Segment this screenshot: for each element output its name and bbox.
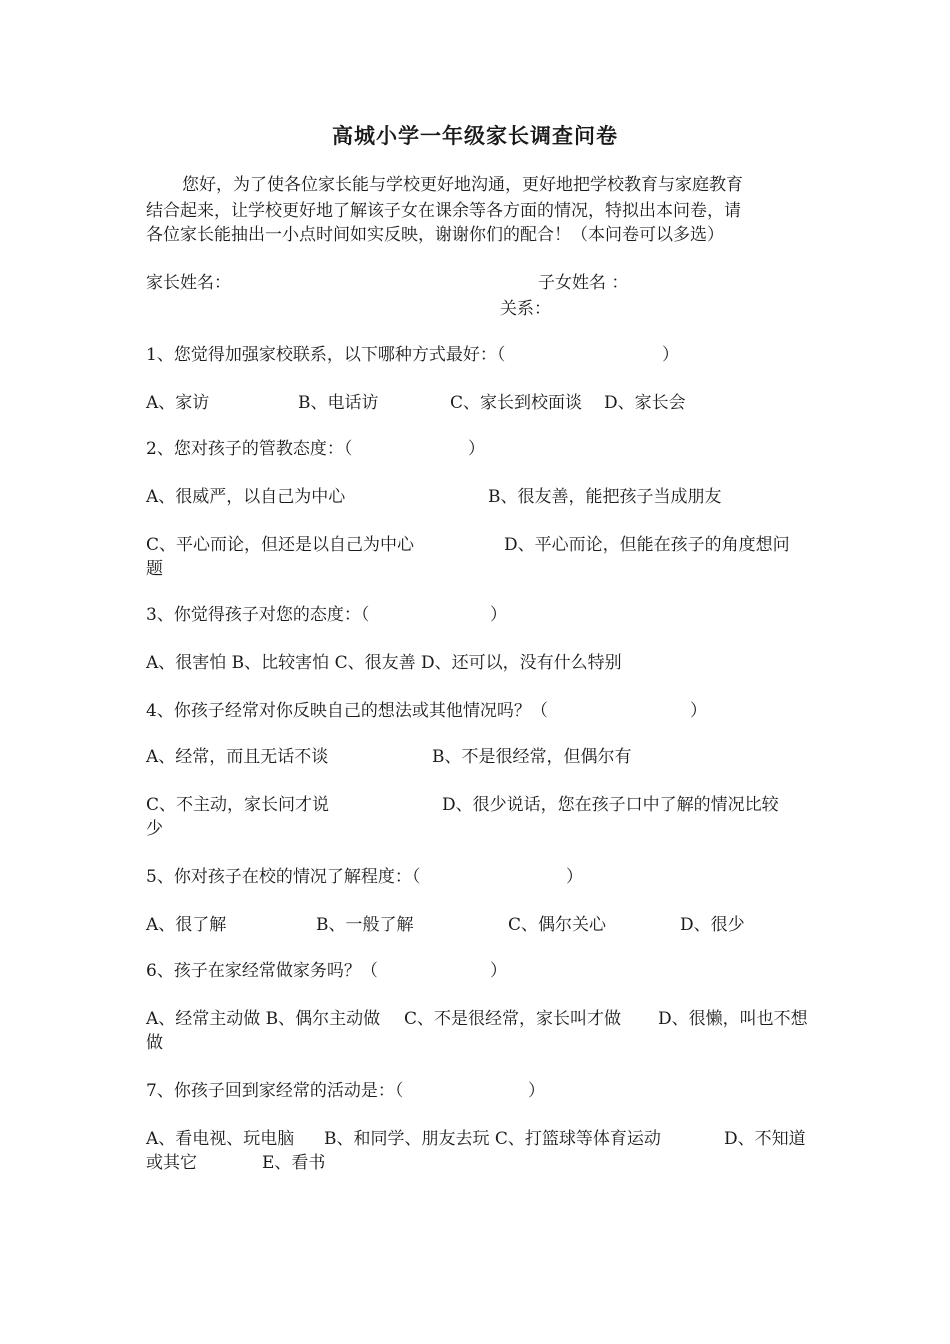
q6-option-d: D、很懒，叫也不想 (658, 1009, 808, 1029)
parent-name-label: 家长姓名： (146, 273, 231, 293)
question-6-bracket-close: ） (490, 961, 507, 981)
q6-option-ab: A、经常主动做 B、偶尔主动做 (146, 1009, 381, 1029)
q2-option-d-wrap: 题 (146, 559, 163, 579)
q5-option-a: A、很了解 (146, 915, 227, 935)
q2-option-b: B、很友善，能把孩子当成朋友 (488, 487, 722, 507)
q2-option-a: A、很威严，以自己为中心 (146, 487, 346, 507)
question-1-bracket-close: ） (662, 345, 679, 365)
question-3: 3、你觉得孩子对您的态度：（ (146, 605, 370, 625)
question-2-bracket-close: ） (468, 439, 485, 459)
question-4: 4、你孩子经常对你反映自己的想法或其他情况吗？（ (146, 701, 548, 721)
q4-option-a: A、经常，而且无话不谈 (146, 747, 329, 767)
q7-option-d: D、不知道 (724, 1129, 806, 1149)
page-title: 高城小学一年级家长调查问卷 (332, 123, 618, 148)
q1-option-a: A、家访 (146, 393, 210, 413)
q5-option-b: B、一般了解 (316, 915, 414, 935)
q7-option-e: E、看书 (262, 1153, 326, 1173)
question-7: 7、你孩子回到家经常的活动是：（ (146, 1081, 404, 1101)
q1-option-c: C、家长到校面谈 (450, 393, 583, 413)
q1-option-d: D、家长会 (604, 393, 686, 413)
question-3-bracket-close: ） (490, 605, 507, 625)
question-5-bracket-close: ） (566, 867, 583, 887)
question-6: 6、孩子在家经常做家务吗？（ (146, 961, 378, 981)
question-4-bracket-close: ） (690, 701, 707, 721)
q4-option-d-wrap: 少 (146, 819, 163, 839)
q5-option-c: C、偶尔关心 (508, 915, 607, 935)
q7-option-d-wrap: 或其它 (146, 1153, 197, 1173)
q6-option-c: C、不是很经常，家长叫才做 (404, 1009, 622, 1029)
question-1: 1、您觉得加强家校联系，以下哪种方式最好：（ (146, 345, 506, 365)
q2-option-c: C、平心而论，但还是以自己为中心 (146, 535, 415, 555)
relation-label: 关系： (500, 299, 551, 319)
intro-line-1: 您好，为了使各位家长能与学校更好地沟通，更好地把学校教育与家庭教育 (182, 175, 743, 195)
question-7-bracket-close: ） (528, 1081, 545, 1101)
q4-option-d: D、很少说话，您在孩子口中了解的情况比较 (442, 795, 779, 815)
child-name-label: 子女姓名 ： (538, 273, 629, 293)
q2-option-d: D、平心而论，但能在孩子的角度想问 (504, 535, 790, 555)
q4-option-c: C、不主动，家长问才说 (146, 795, 330, 815)
q6-option-d-wrap: 做 (146, 1033, 163, 1053)
question-5: 5、你对孩子在校的情况了解程度：（ (146, 867, 421, 887)
intro-line-3: 各位家长能抽出一小点时间如实反映，谢谢你们的配合！（本问卷可以多选） (146, 225, 724, 245)
question-2: 2、您对孩子的管教态度：（ (146, 439, 353, 459)
q1-option-b: B、电话访 (298, 393, 379, 413)
q3-options: A、很害怕 B、比较害怕 C、很友善 D、还可以，没有什么特别 (146, 653, 622, 673)
q4-option-b: B、不是很经常，但偶尔有 (432, 747, 632, 767)
q7-option-a: A、看电视、玩电脑 (146, 1129, 295, 1149)
q7-option-bc: B、和同学、朋友去玩 C、打篮球等体育运动 (324, 1129, 661, 1149)
q5-option-d: D、很少 (680, 915, 745, 935)
intro-line-2: 结合起来，让学校更好地了解该子女在课余等各方面的情况，特拟出本问卷，请 (146, 201, 741, 221)
